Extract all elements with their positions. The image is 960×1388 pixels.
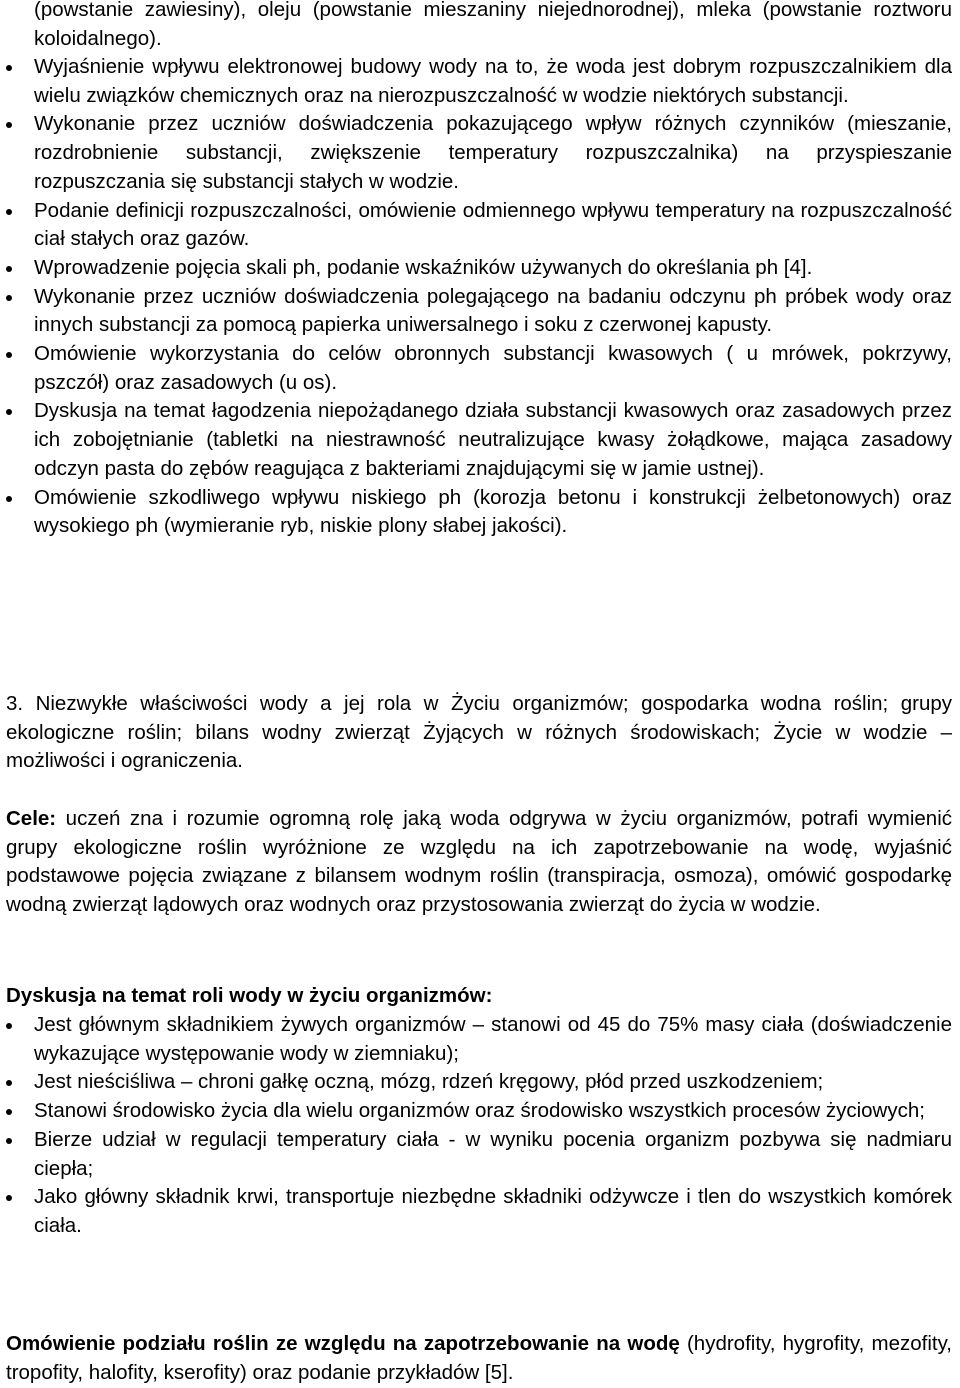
- plant-division-bold: Omówienie podziału roślin ze względu na zapotrzebowanie na wodę: [6, 1332, 680, 1355]
- water-role-list: [6, 1011, 952, 1241]
- list-item: Podanie definicji rozpuszczalności, omówienie odmiennego wpływu temperatury na rozpuszczalność ciał stałych oraz gazów.: [6, 197, 952, 254]
- list-item: Jako główny składnik krwi, transportuje niezbędne składniki odżywcze i tlen do wszystkich komórek ciała.: [6, 1183, 952, 1240]
- list-item: Stanowi środowisko życia dla wielu organizmów oraz środowisko wszystkich procesów życiowych;: [6, 1097, 952, 1126]
- list-item: Omówienie szkodliwego wpływu niskiego ph (korozja betonu i konstrukcji żelbetonowych) oraz wysokiego ph (wymieranie ryb, niskie plony słabej jakości).: [6, 484, 952, 541]
- list-item: Wprowadzenie pojęcia skali ph, podanie wskaźników używanych do określania ph [4].: [6, 254, 952, 283]
- list-item: Omówienie wykorzystania do celów obronnych substancji kwasowych ( u mrówek, pokrzywy, pszczół) oraz zasadowych (u os).: [6, 340, 952, 397]
- goals-label: Cele:: [6, 807, 57, 830]
- plant-division-text: (hydrofity, hygrofity, mezofity, tropofity, halofity, kserofity) oraz podanie przykładów [5].: [6, 1332, 952, 1384]
- goals-paragraph: [6, 805, 952, 920]
- list-item: Jest nieściśliwa – chroni gałkę oczną, mózg, rdzeń kręgowy, płód przed uszkodzeniem;: [6, 1068, 952, 1097]
- list-item: Wyjaśnienie wpływu elektronowej budowy wody na to, że woda jest dobrym rozpuszczalnikiem dla wielu związków chemicznych oraz na nierozpuszczalność w wodzie niektórych substancji.: [6, 53, 952, 110]
- continuation-text: (powstanie zawiesiny), oleju (powstanie mieszaniny niejednorodnej), mleka (powstanie roztworu koloidalnego).: [34, 0, 952, 50]
- list-item: Jest głównym składnikiem żywych organizmów – stanowi od 45 do 75% masy ciała (doświadczenie wykazujące występowanie wody w ziemniaku);: [6, 1011, 952, 1068]
- list-item: Wykonanie przez uczniów doświadczenia polegającego na badaniu odczynu ph próbek wody oraz innych substancji za pomocą papierka uniwersalnego i soku z czerwonej kapusty.: [6, 283, 952, 340]
- discussion-heading: Dyskusja na temat roli wody w życiu organizmów:: [6, 984, 493, 1007]
- plant-division-paragraph: [6, 1330, 952, 1387]
- list-item: Dyskusja na temat łagodzenia niepożądanego działa substancji kwasowych oraz zasadowych przez ich zobojętnianie (tabletki na niestrawność neutralizujące kwasy żołądkowe, mająca zasadowy odczyn pasta do zębów reagująca z bakteriami znajdującymi się w jamie ustnej).: [6, 397, 952, 483]
- goals-text: uczeń zna i rozumie ogromną rolę jaką woda odgrywa w życiu organizmów, potrafi wymienić grupy ekologiczne roślin wyróżnione ze względu na ich zapotrzebowanie na wodę, wyjaśnić podstawowe pojęcia związane z bilansem wodnym roślin (transpiracja, osmoza), omówić gospodarkę wodną zwierząt lądowych oraz wodnych oraz przystosowania zwierząt do życia w wodzie.: [6, 807, 952, 917]
- section-3-heading: 3. Niezwykłe właściwości wody a jej rola w Życiu organizmów; gospodarka wodna roślin; grupy ekologiczne roślin; bilans wodny zwierząt Żyjących w różnych środowiskach; Życie w wodzie – możliwości i ograniczenia.: [6, 692, 952, 773]
- activities-list: [6, 53, 952, 541]
- list-item: Wykonanie przez uczniów doświadczenia pokazującego wpływ różnych czynników (mieszanie, rozdrobnienie substancji, zwiększenie temperatury rozpuszczalnika) na przyspieszanie rozpuszczania się substancji stałych w wodzie.: [6, 110, 952, 196]
- list-item: Bierze udział w regulacji temperatury ciała - w wyniku pocenia organizm pozbywa się nadmiaru ciepła;: [6, 1126, 952, 1183]
